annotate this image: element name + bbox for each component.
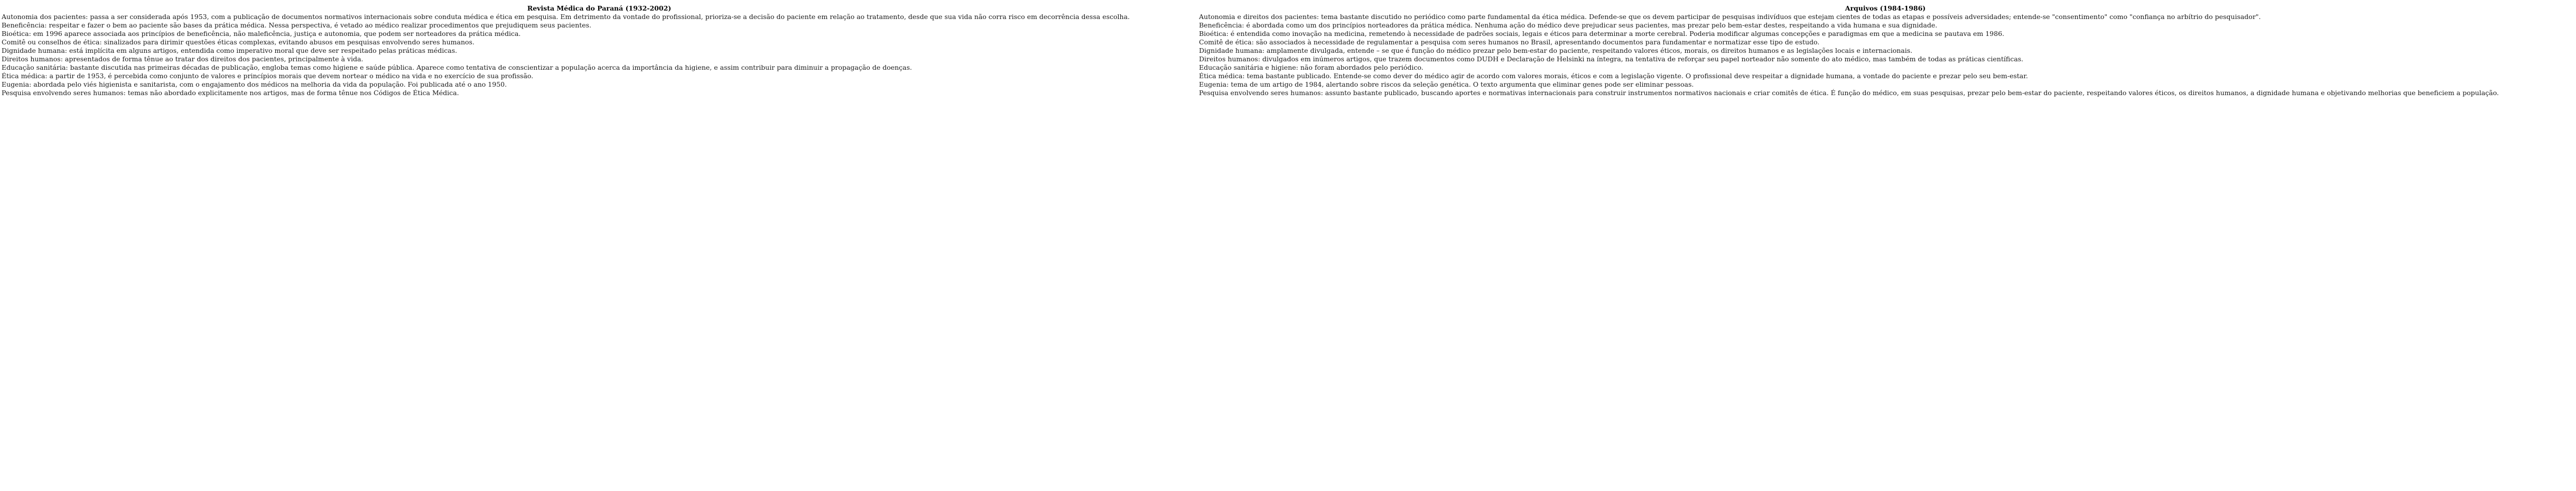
cell-right-comite: Comitê de ética: são associados à necessidade de regulamentar a pesquisa com seres humanos no Brasil, apresentando documentos para fundamentar e normatizar esse tipo de estudo. bbox=[1199, 38, 1820, 46]
cell-right-pesquisa: Pesquisa envolvendo seres humanos: assunto bastante publicado, buscando aportes e normativas internacionais para construir instrumentos normativos nacionais e criar comitês de ética. É função do médico, em suas pesquisas, prezar pelo bem-estar do paciente, respeitando valores éticos, os direitos humanos, a dignidade humana e objetivando melhorias que beneficiem a população. bbox=[1199, 89, 2499, 97]
table-row bbox=[2, 80, 2574, 89]
cell-right-dignidade: Dignidade humana: amplamente divulgada, entende – se que é função do médico prezar pelo bem-estar do paciente, respeitando valores éticos, morais, os direitos humanos e as legislações locais e internacionais. bbox=[1199, 47, 1913, 54]
cell-left-etica: Ética médica: a partir de 1953, é percebida como conjunto de valores e princípios morais que devem nortear o médico na vida e no exercício de sua profissão. bbox=[2, 72, 534, 80]
cell-right-direitos: Direitos humanos: divulgados em inúmeros artigos, que trazem documentos como DUDH e Declaração de Helsinki na íntegra, na tentativa de reforçar seu papel norteador não somente do ato médico, mas também de todas as práticas científicas. bbox=[1199, 55, 2024, 63]
cell-left-bioetica: Bioética: em 1996 aparece associada aos princípios de beneficência, não maleficência, justiça e autonomia, que podem ser norteadores da prática médica. bbox=[2, 30, 521, 38]
cell-left-direitos: Direitos humanos: apresentados de forma tênue ao tratar dos direitos dos pacientes, principalmente à vida. bbox=[2, 55, 364, 63]
table-row bbox=[2, 63, 2574, 72]
column-header-left: Revista Médica do Paraná (1932-2002) bbox=[527, 4, 672, 12]
cell-right-educacao: Educação sanitária e higiene: não foram abordados pelo periódico. bbox=[1199, 63, 1424, 71]
cell-right-bioetica: Bioética: é entendida como inovação na medicina, remetendo à necessidade de padrões sociais, legais e éticos para determinar a morte cerebral. Poderia modificar algumas concepções e paradigmas em que a medicina se pautava em 1986. bbox=[1199, 30, 2005, 38]
cell-right-autonomia: Autonomia e direitos dos pacientes: tema bastante discutido no periódico como parte fundamental da ética médica. Defende-se que os devem participar de pesquisas indivíduos que estejam cientes de todas as etapas e possíveis adversidades; entende-se "consentimento" como "confiança no arbítrio do pesquisador". bbox=[1199, 13, 2261, 21]
cell-left-educacao: Educação sanitária: bastante discutida nas primeiras décadas de publicação, engloba temas como higiene e saúde pública. Aparece como tentativa de conscientizar a população acerca da importância da higiene, e assim contribuir para diminuir a propagação de doenças. bbox=[2, 63, 912, 71]
table-row bbox=[2, 55, 2574, 63]
header-row bbox=[2, 4, 2574, 13]
cell-right-eugenia: Eugenia: tema de um artigo de 1984, alertando sobre riscos da seleção genética. O texto argumenta que eliminar genes pode ser eliminar pessoas. bbox=[1199, 80, 1694, 88]
cell-left-pesquisa: Pesquisa envolvendo seres humanos: temas não abordado explicitamente nos artigos, mas de forma tênue nos Códigos de Ética Médica. bbox=[2, 89, 459, 97]
cell-left-comite: Comitê ou conselhos de ética: sinalizados para dirimir questões éticas complexas, evitando abusos em pesquisas envolvendo seres humanos. bbox=[2, 38, 475, 46]
table-row bbox=[2, 13, 2574, 21]
cell-left-beneficencia: Beneficência: respeitar e fazer o bem ao paciente são bases da prática médica. Nessa perspectiva, é vetado ao médico realizar procedimentos que prejudiquem seus pacientes. bbox=[2, 21, 592, 29]
cell-left-autonomia: Autonomia dos pacientes: passa a ser considerada após 1953, com a publicação de documentos normativos internacionais sobre conduta médica e ética em pesquisa. Em detrimento da vontade do profissional, prioriza-se a decisão do paciente em relação ao tratamento, desde que sua vida não corra risco em decorrência dessa escolha. bbox=[2, 13, 1130, 21]
cell-left-dignidade: Dignidade humana: está implícita em alguns artigos, entendida como imperativo moral que deve ser respeitado pelas práticas médicas. bbox=[2, 47, 458, 54]
table-row bbox=[2, 72, 2574, 80]
comparison-table bbox=[2, 4, 2574, 97]
table-row bbox=[2, 30, 2574, 38]
table-row bbox=[2, 47, 2574, 55]
table-row bbox=[2, 38, 2574, 47]
table-row bbox=[2, 21, 2574, 30]
cell-right-etica: Ética médica: tema bastante publicado. Entende-se como dever do médico agir de acordo com valores morais, éticos e com a legislação vigente. O profissional deve respeitar a dignidade humana, a vontade do paciente e prezar pelo seu bem-estar. bbox=[1199, 72, 2028, 80]
cell-right-beneficencia: Beneficência: é abordada como um dos princípios norteadores da prática médica. Nenhuma ação do médico deve prejudicar seus pacientes, mas prezar pelo bem-estar destes, respeitando a vida humana e sua dignidade. bbox=[1199, 21, 1938, 29]
cell-left-eugenia: Eugenia: abordada pelo viés higienista e sanitarista, com o engajamento dos médicos na melhoria da vida da população. Foi publicada até o ano 1950. bbox=[2, 80, 507, 88]
column-header-right: Arquivos (1984-1986) bbox=[1845, 4, 1926, 12]
table-row bbox=[2, 89, 2574, 97]
